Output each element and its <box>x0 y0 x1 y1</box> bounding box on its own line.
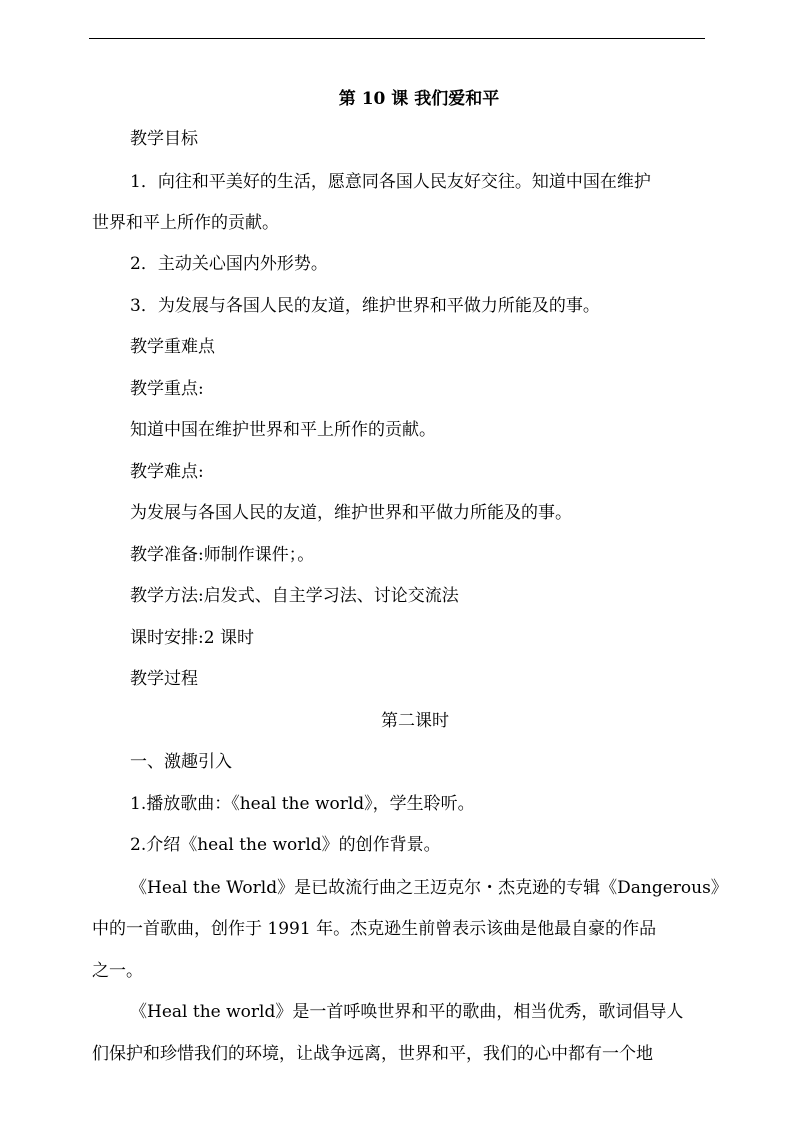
part-1-heading: 一、激趣引入 <box>130 752 232 772</box>
methods: 教学方法:启发式、自主学习法、讨论交流法 <box>130 586 459 606</box>
schedule: 课时安排:2 课时 <box>130 628 254 648</box>
objective-2: 2．主动关心国内外形势。 <box>130 254 328 274</box>
paragraph-2-line1: 《Heal the world》是一首呼唤世界和平的歌曲，相当优秀，歌词倡导人 <box>130 1002 684 1022</box>
paragraph-1-line2: 中的一首歌曲，创作于 1991 年。杰克逊生前曾表示该曲是他最自豪的作品 <box>92 919 657 939</box>
objective-3: 3．为发展与各国人民的友道，维护世界和平做力所能及的事。 <box>130 296 600 316</box>
objective-1-line1: 1．向往和平美好的生活，愿意同各国人民友好交往。知道中国在维护 <box>130 172 651 192</box>
step-1: 1.播放歌曲：《heal the world》，学生聆听。 <box>130 794 475 814</box>
paragraph-1-line1: 《Heal the World》是已故流行曲之王迈克尔・杰克逊的专辑《Dangerous》 <box>130 878 728 898</box>
step-2: 2.介绍《heal the world》的创作背景。 <box>130 835 441 855</box>
paragraph-1-line3: 之一。 <box>92 961 143 981</box>
paragraph-2-line2: 们保护和珍惜我们的环境，让战争远离，世界和平，我们的心中都有一个地 <box>92 1044 653 1064</box>
difficult-label: 教学难点: <box>130 462 204 482</box>
lesson-title: 第 10 课 我们爱和平 <box>338 89 500 109</box>
objectives-heading: 教学目标 <box>130 129 198 149</box>
preparation: 教学准备:师制作课件；。 <box>130 545 315 565</box>
lesson-heading: 第二课时 <box>381 711 449 731</box>
key-points-text: 知道中国在维护世界和平上所作的贡献。 <box>130 420 436 440</box>
header-rule <box>89 38 705 39</box>
difficult-text: 为发展与各国人民的友道，维护世界和平做力所能及的事。 <box>130 503 572 523</box>
key-points-label: 教学重点: <box>130 379 204 399</box>
process-heading: 教学过程 <box>130 669 198 689</box>
objective-1-line2: 世界和平上所作的贡献。 <box>92 213 279 233</box>
key-difficult-heading: 教学重难点 <box>130 337 215 357</box>
